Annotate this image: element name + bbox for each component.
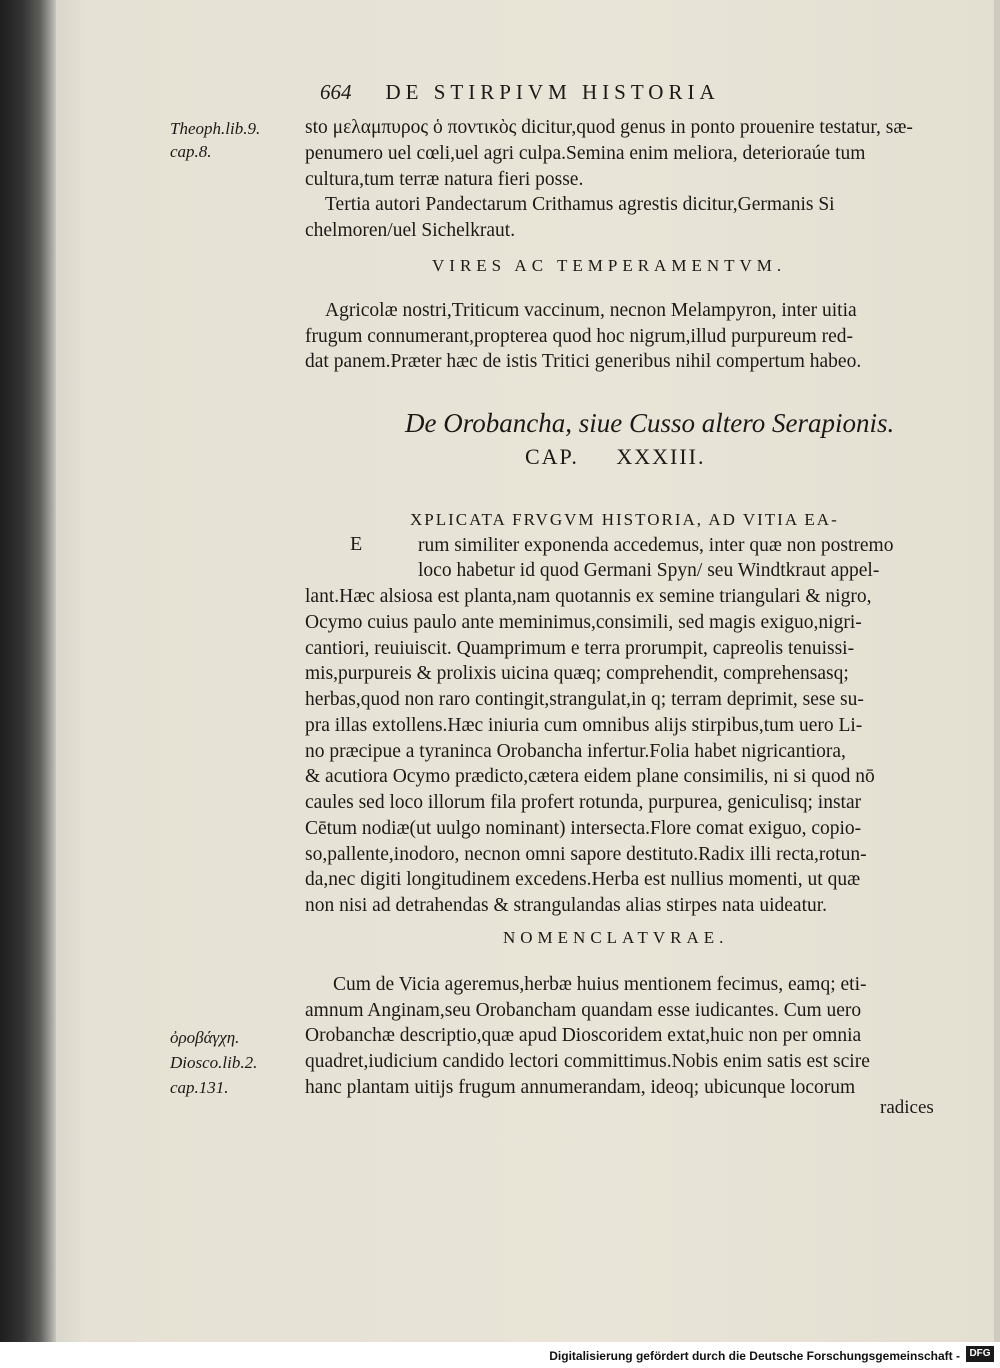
catchword: radices [880, 1097, 934, 1118]
chapter-number: CAP. XXXIII. [525, 444, 706, 469]
margin-note-theophrastus-1: Theoph.lib.9. [170, 119, 261, 138]
section-heading-nomenclaturae: NOMENCLATVRAE. [503, 928, 729, 947]
text-line: quadret,iudicium candido lectori committimus.Nobis enim satis est scire [305, 1051, 870, 1072]
text-line: lant.Hæc alsiosa est planta,nam quotannis ex semine triangulari & nigro, [305, 586, 872, 607]
text-line: so,pallente,inodoro, necnon omni sapore destituto.Radix illi recta,rotun- [305, 844, 867, 865]
chapter-title: De Orobancha, siue Cusso altero Serapionis. [405, 408, 895, 438]
text-line: amnum Anginam,seu Orobancham quandam esse iudicantes. Cum uero [305, 1000, 862, 1021]
page-number: 664 [320, 80, 352, 104]
margin-note-orobanche-3: cap.131. [170, 1078, 229, 1097]
text-line: non nisi ad detrahendas & strangulandas alias stirpes nata uideatur. [305, 895, 828, 916]
text-line: Cētum nodiæ(ut uulgo nominant) intersecta.Flore comat exiguo, copio- [305, 818, 862, 839]
text-line: mis,purpureis & prolixis uicina quæq; comprehendit, comprehensasq; [305, 663, 849, 684]
page-edge [994, 0, 1000, 1342]
drop-capital: E [350, 533, 363, 555]
text-line: cantiori, reuiuiscit. Quamprimum e terra prorumpit, capreolis tenuissi- [305, 638, 855, 659]
funding-credit: Digitalisierung gefördert durch die Deutsche Forschungsgemeinschaft - [549, 1349, 960, 1363]
text-line: loco habetur id quod Germani Spyn/ seu Windtkraut appel- [418, 560, 880, 581]
text-line: no præcipue a tyraninca Orobancha infertur.Folia habet nigricantiora, [305, 741, 846, 762]
margin-note-orobanche-1: ὀροβάγχη. [170, 1028, 240, 1047]
text-line: cultura,tum terræ natura fieri posse. [305, 169, 584, 190]
text-line: herbas,quod non raro contingit,strangulat,in q; terram deprimit, sese su- [305, 689, 864, 710]
text-line: dat panem.Præter hæc de istis Tritici generibus nihil compertum habeo. [305, 351, 862, 372]
text-line: caules sed loco illorum fila profert rotunda, purpurea, geniculisq; instar [305, 792, 862, 813]
text-line: Agricolæ nostri,Triticum vaccinum, necnon Melampyron, inter uitia [325, 300, 857, 321]
section-heading-vires: VIRES AC TEMPERAMENTVM. [432, 256, 787, 275]
text-line: & acutiora Ocymo prædicto,cætera eidem plane consimilis, ni si quod nō [305, 766, 875, 787]
margin-note-orobanche-2: Diosco.lib.2. [170, 1053, 258, 1072]
text-line: Cum de Vicia ageremus,herbæ huius mentionem fecimus, eamq; eti- [333, 974, 867, 995]
text-line: da,nec digiti longitudinem excedens.Herba est nullius momenti, ut quæ [305, 869, 861, 890]
text-line: XPLICATA FRVGVM HISTORIA, AD VITIA EA- [410, 510, 839, 529]
text-line: Ocymo cuius paulo ante meminimus,consimili, sed magis exiguo,nigri- [305, 612, 862, 633]
text-line: sto μελαμπυρος ὁ ποντικὸς dicitur,quod genus in ponto prouenire testatur, sæ- [305, 117, 913, 138]
dfg-logo: DFG [966, 1346, 994, 1362]
text-line: penumero uel cœli,uel agri culpa.Semina enim meliora, deterioraúe tum [305, 143, 866, 164]
book-spine-shadow [0, 0, 58, 1342]
text-line: chelmoren/uel Sichelkraut. [305, 220, 516, 241]
running-head [320, 80, 900, 110]
text-line: hanc plantam uitijs frugum annumerandam, ideoq; ubicunque locorum [305, 1077, 856, 1098]
text-line: rum similiter exponenda accedemus, inter quæ non postremo [418, 535, 894, 556]
text-line: Orobanchæ descriptio,quæ apud Dioscoridem extat,huic non per omnia [305, 1025, 862, 1046]
text-line: Tertia autori Pandectarum Crithamus agrestis dicitur,Germanis Si [325, 194, 835, 215]
margin-note-theophrastus-2: cap.8. [170, 142, 212, 161]
text-line: pra illas extollens.Hæc iniuria cum omnibus alijs stirpibus,tum uero Li- [305, 715, 863, 736]
text-line: frugum connumerant,propterea quod hoc nigrum,illud purpureum red- [305, 326, 854, 347]
running-head-title: DE STIRPIVM HISTORIA [385, 80, 720, 104]
